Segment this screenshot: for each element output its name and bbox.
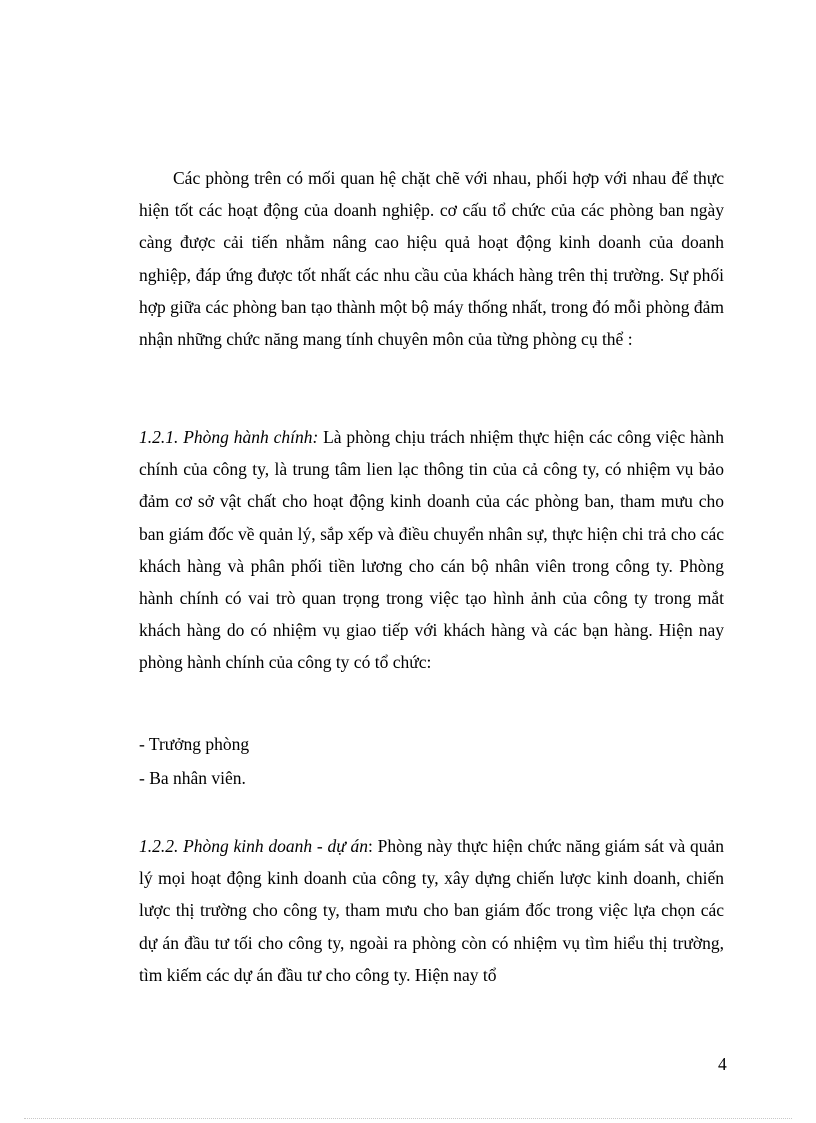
list-item: - Ba nhân viên. — [139, 768, 246, 788]
section-1-2-1-body: Là phòng chịu trách nhiệm thực hiện các công việc hành chính của công ty, là trung tâm lien lạc thông tin của cả công ty, có nhiệm vụ bảo đảm cơ sở vật chất cho hoạt động kinh doanh của các phòng ban, tham mưu cho ban giám đốc về quản lý, sắp xếp và điều chuyển nhân sự, thực hiện chi trả cho các khách hàng và phân phối tiền lương cho cán bộ nhân viên trong công ty. Phòng hành chính có vai trò quan trọng trong việc tạo hình ảnh của công ty trong mắt khách hàng do có nhiệm vụ giao tiếp với khách hàng và các bạn hàng. Hiện nay phòng hành chính của công ty có tổ chức: — [139, 427, 724, 673]
section-1-2-2-heading: 1.2.2. Phòng kinh doanh - dự án — [139, 836, 368, 856]
section-1-2-2-paragraph — [139, 830, 724, 991]
section-1-2-1-content — [139, 421, 724, 679]
page-number: 4 — [718, 1054, 727, 1074]
list-item: - Trưởng phòng — [139, 734, 250, 754]
section-1-2-1-heading: 1.2.1. Phòng hành chính: — [139, 427, 319, 447]
section-1-2-2-body: : Phòng này thực hiện chức năng giám sát và quản lý mọi hoạt động kinh doanh của công ty, xây dựng chiến lược kinh doanh, chiến lược thị trường cho công ty, tham mưu cho ban giám đốc trong việc lựa chọn các dự án đầu tư tối cho công ty, ngoài ra phòng còn có nhiệm vụ tìm hiểu thị trường, tìm kiếm các dự án đầu tư cho công ty. Hiện nay tổ — [139, 836, 724, 985]
intro-paragraph — [139, 162, 724, 355]
page-bottom-divider — [24, 1118, 792, 1119]
section-1-2-1-paragraph — [139, 421, 724, 679]
intro-paragraph-text: Các phòng trên có mối quan hệ chặt chẽ với nhau, phối hợp với nhau để thực hiện tốt các hoạt động của doanh nghiệp. cơ cấu tổ chức của các phòng ban ngày càng được cải tiến nhằm nâng cao hiệu quả hoạt động kinh doanh của doanh nghiệp, đáp ứng được tốt nhất các nhu cầu của khách hàng trên thị trường. Sự phối hợp giữa các phòng ban tạo thành một bộ máy thống nhất, trong đó mỗi phòng đảm nhận những chức năng mang tính chuyên môn của từng phòng cụ thể : — [139, 168, 724, 350]
section-1-2-2-content — [139, 830, 724, 991]
